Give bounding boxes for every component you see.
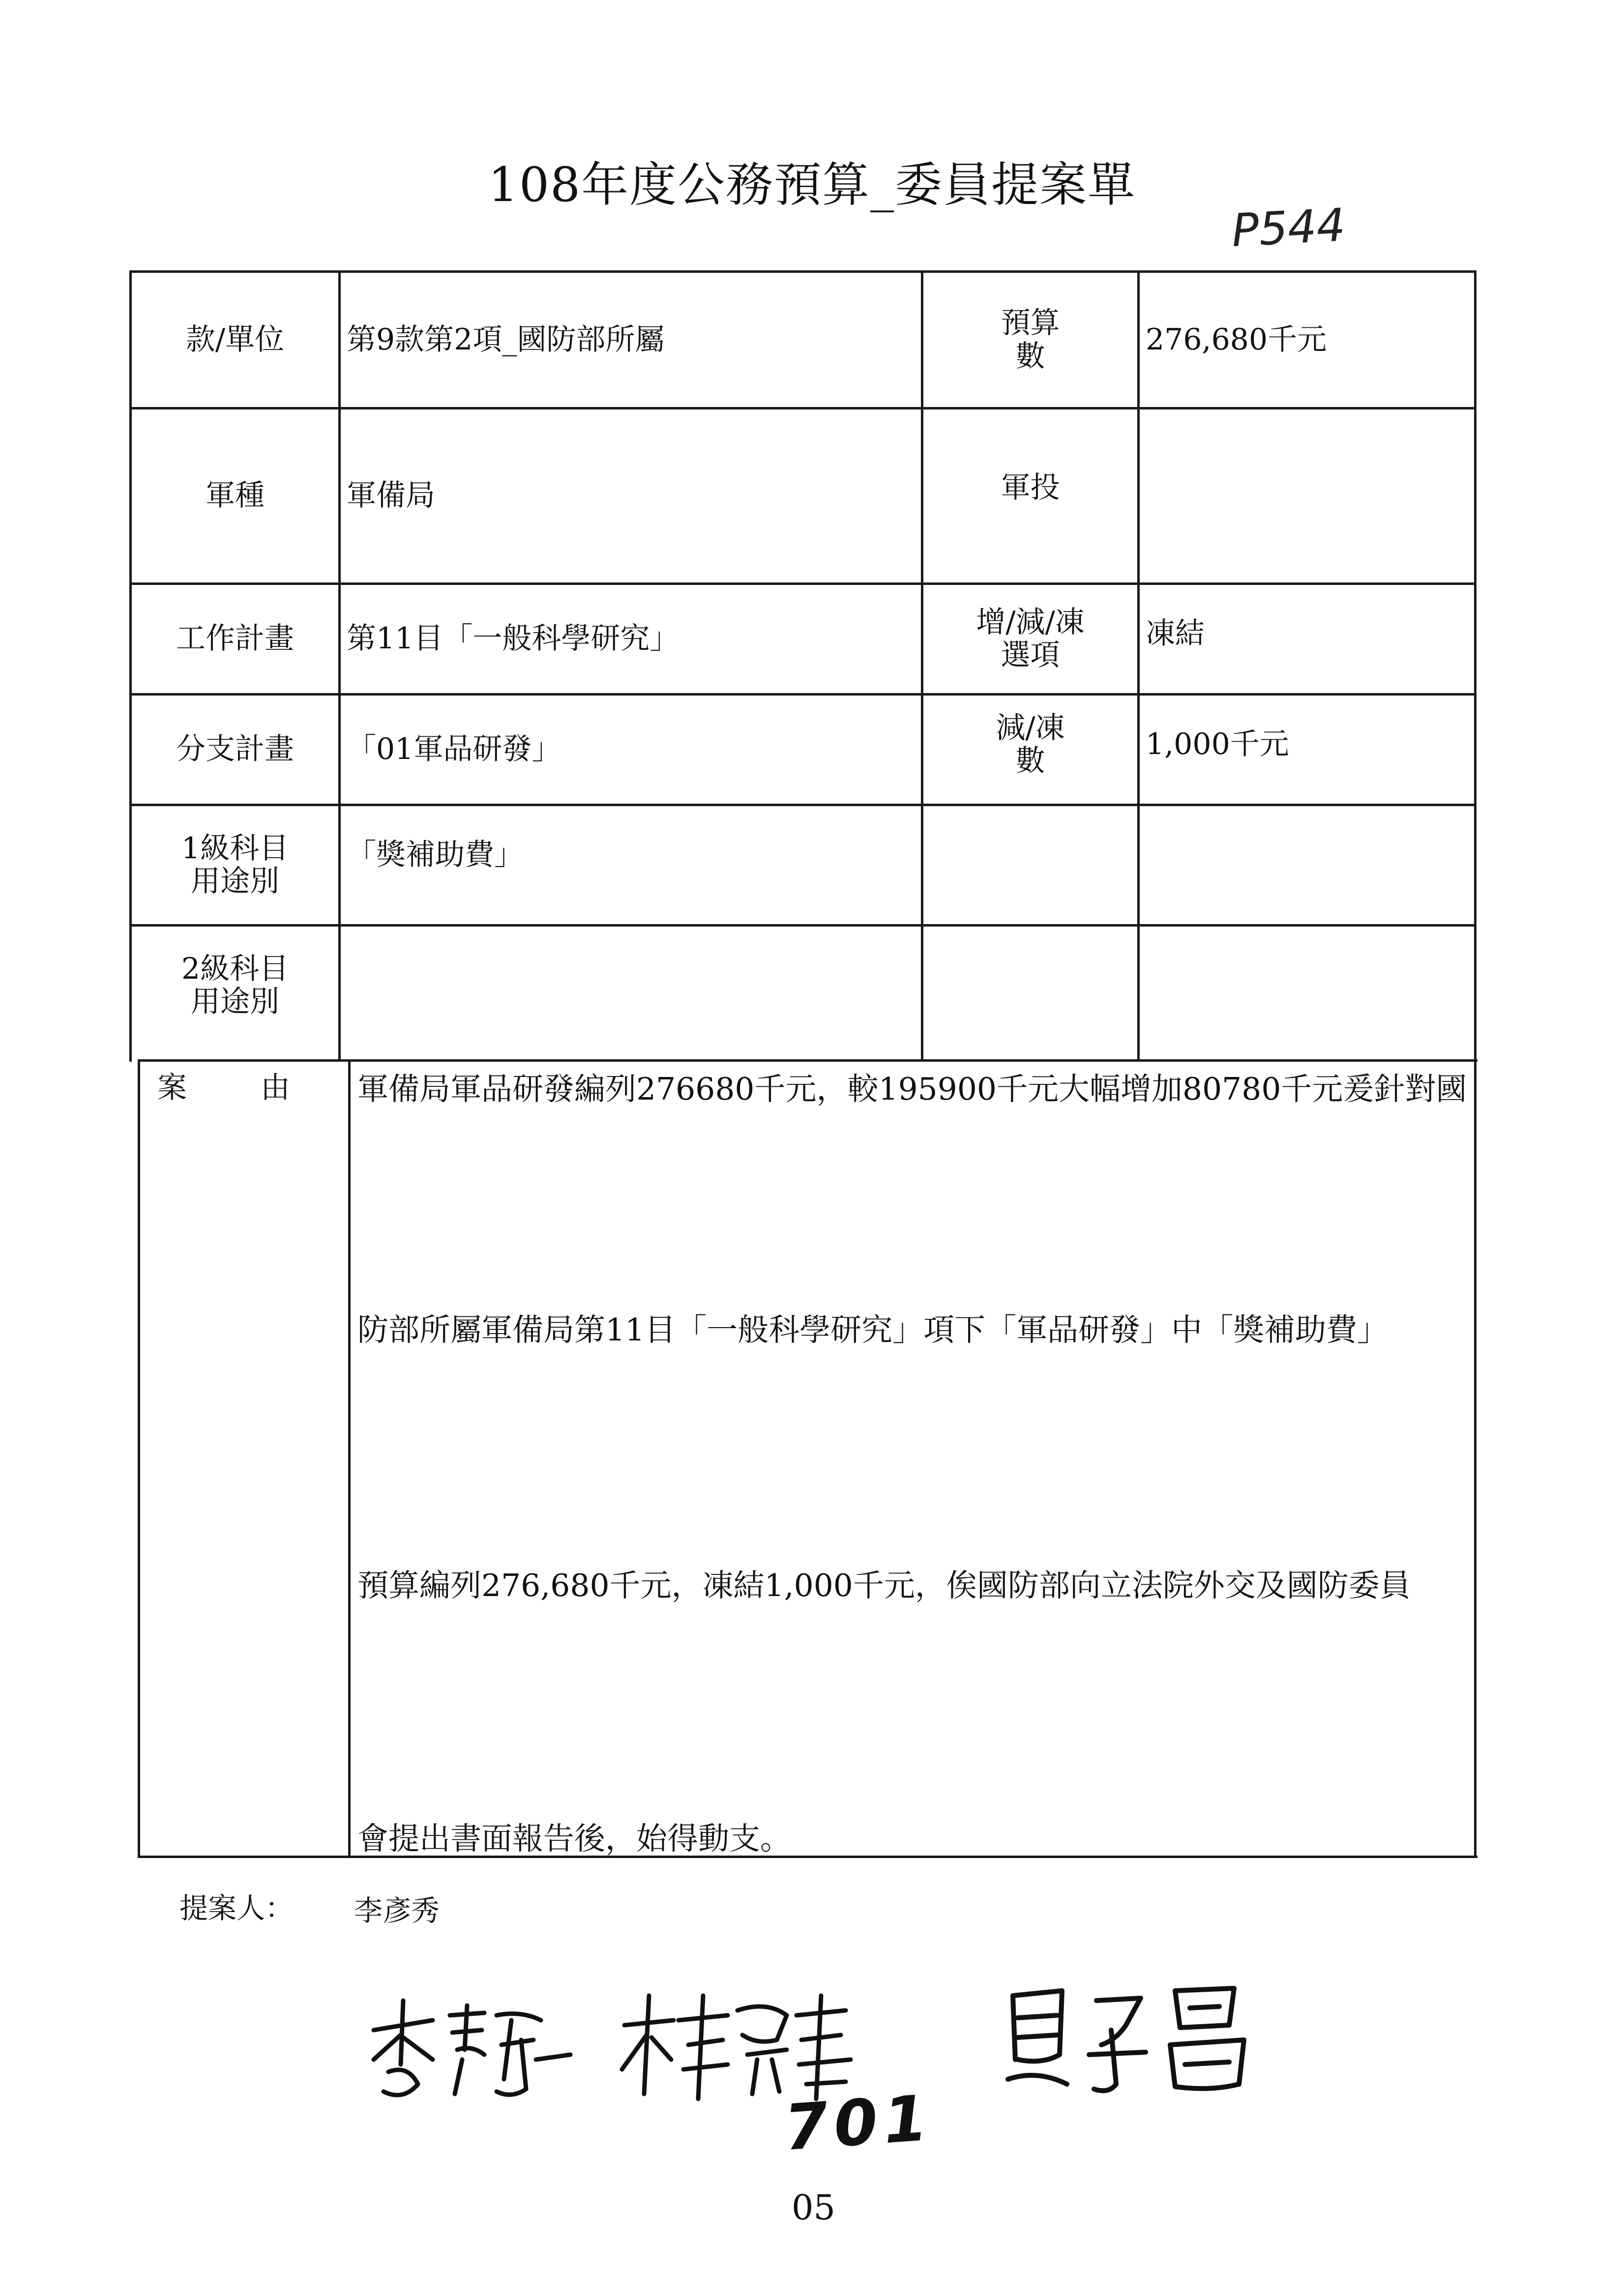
option-label-line-1: 增/減/凍: [976, 605, 1085, 639]
amount-label-line-1: 減/凍: [996, 710, 1065, 745]
level1-value: 「獎補助費」: [347, 838, 524, 872]
form-title: 108年度公務預算_委員提案單: [488, 157, 1136, 212]
invest-label: 軍投: [1001, 470, 1060, 505]
reason-label: 案由: [157, 1071, 364, 1105]
invest-value: [1140, 409, 1475, 582]
handwritten-page-stamp: 701: [782, 2081, 936, 2165]
reason-rule-divider: [348, 1059, 351, 1858]
reason-rule-left: [138, 1059, 140, 1858]
proposer-label: 提案人：: [179, 1891, 294, 1925]
reason-section: [138, 1059, 1477, 1858]
level1-label: [132, 806, 338, 924]
budget-label-line-1: 預算: [1001, 306, 1060, 341]
level1-label-line-1: 1級科目: [181, 831, 289, 866]
service-value: 軍備局: [347, 478, 435, 513]
subplan-value: 「01軍品研發」: [347, 732, 561, 767]
option-value: 凍結: [1146, 616, 1205, 651]
budget-value: 276,680千元: [1146, 322, 1327, 357]
level2-label-line-1: 2級科目: [181, 951, 289, 986]
plan-value: 第11目「一般科學研究」: [347, 621, 679, 656]
handwritten-reference-mark: P544: [1230, 199, 1347, 257]
level1-label-line-2: 用途別: [191, 864, 279, 899]
reason-line: 預算編列276,680千元，凍結1,000千元，俟國防部向立法院外交及國防委員: [357, 1568, 1411, 1603]
proposal-form-table: [129, 270, 1476, 1062]
level2-value: [341, 927, 922, 1045]
amount-value: 1,000千元: [1146, 727, 1289, 762]
reason-rule-top: [138, 1059, 1477, 1062]
option-label: [923, 585, 1137, 693]
budget-label: [923, 273, 1137, 407]
plan-label: 工作計畫: [176, 621, 294, 656]
reason-line: 會提出書面報告後，始得動支。: [357, 1821, 791, 1857]
reason-rule-bottom: [138, 1856, 1477, 1858]
subplan-label: 分支計畫: [176, 732, 294, 767]
kuan-label: 款/單位: [185, 322, 285, 357]
signature-li-yen-hsiu: [364, 1986, 590, 2109]
amount-label-line-2: 數: [1015, 744, 1045, 778]
level2-label: [132, 927, 338, 1045]
page-number: 05: [792, 2187, 836, 2228]
kuan-value: 第9款第2項_國防部所屬: [347, 322, 665, 357]
option-label-line-2: 選項: [1001, 638, 1060, 672]
budget-label-line-2: 數: [1015, 339, 1045, 374]
reason-line: 防部所屬軍備局第11目「一般科學研究」項下「軍品研發」中「獎補助費」: [357, 1312, 1388, 1348]
reason-line: 軍備局軍品研發編列276680千元，較195900千元大幅增加80780千元爰針對國: [357, 1071, 1467, 1107]
service-label: 軍種: [206, 478, 265, 513]
level2-label-line-2: 用途別: [191, 985, 279, 1019]
reason-rule-right: [1474, 1059, 1476, 1858]
amount-label: [923, 696, 1137, 794]
signature-ma-wen-chun: [998, 1971, 1264, 2104]
proposer-name: 李彥秀: [354, 1894, 440, 1927]
